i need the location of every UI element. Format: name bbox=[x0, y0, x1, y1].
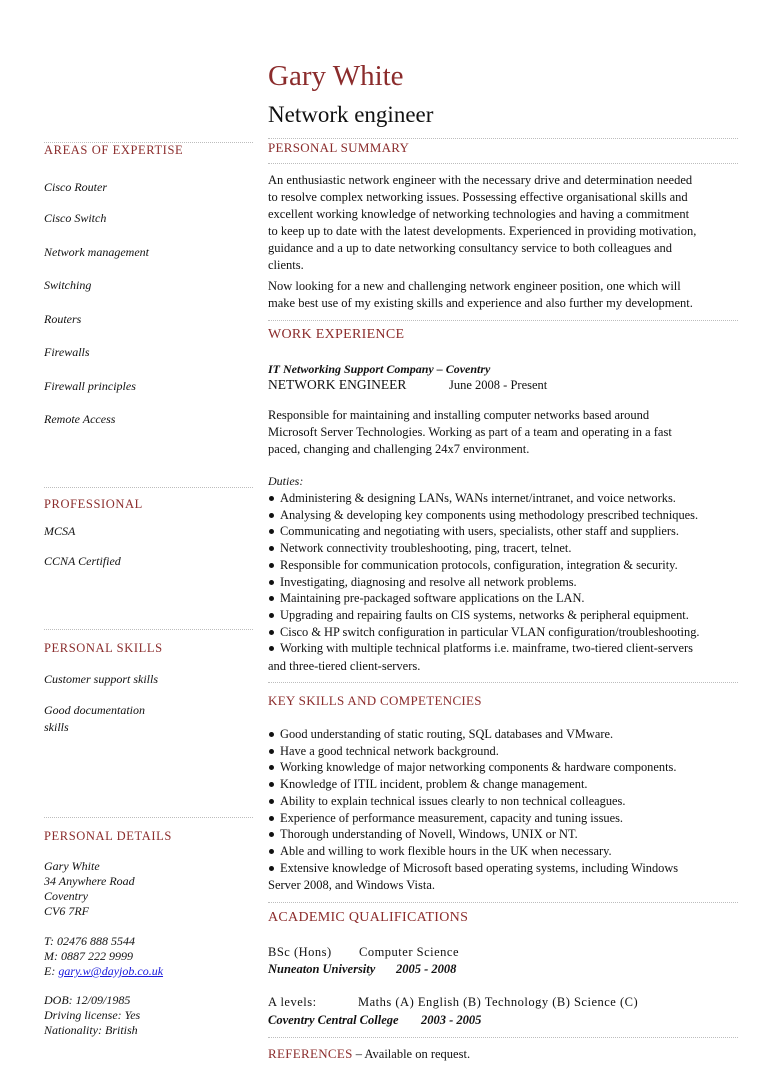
mobile: M: 0887 222 9999 bbox=[44, 949, 133, 963]
college-dates: 2003 - 2005 bbox=[421, 1013, 482, 1027]
list-item bbox=[268, 759, 738, 776]
list-item-text: Extensive knowledge of Microsoft based operating systems, including Windows bbox=[280, 860, 679, 875]
job-role-row bbox=[268, 376, 738, 393]
qualification-item: MCSA bbox=[44, 524, 76, 538]
list-item bbox=[268, 557, 738, 574]
text-line: make best use of my existing skills and experience and also further my development. bbox=[268, 296, 693, 310]
areas-heading: AREAS OF EXPERTISE bbox=[44, 143, 184, 157]
expertise-item: Remote Access bbox=[44, 412, 116, 426]
text-line: An enthusiastic network engineer with the necessary drive and determination needed bbox=[268, 173, 693, 187]
list-item bbox=[268, 590, 738, 607]
text-line: clients. bbox=[268, 258, 304, 272]
text-line: Microsoft Server Technologies. Working as part of a team and operating in a fast bbox=[268, 425, 672, 439]
bullet-icon bbox=[269, 630, 274, 635]
list-item-text: Investigating, diagnosing and resolve all network problems. bbox=[280, 574, 577, 589]
degree: BSc (Hons) bbox=[268, 945, 332, 959]
telephone: T: 02476 888 5544 bbox=[44, 934, 136, 948]
skills-continuation: Server 2008, and Windows Vista. bbox=[268, 878, 436, 892]
list-item-text: Working with multiple technical platforms i.e. mainframe, two-tiered client-servers bbox=[280, 641, 693, 656]
qualification-item: CCNA Certified bbox=[44, 554, 121, 568]
expertise-item: Switching bbox=[44, 278, 92, 292]
job-dates: June 2008 - Present bbox=[449, 378, 548, 392]
list-item bbox=[268, 624, 738, 641]
list-item-text: Ability to explain technical issues clearly to non technical colleagues. bbox=[280, 793, 626, 808]
bullet-icon bbox=[269, 546, 274, 551]
list-item bbox=[268, 607, 738, 624]
divider bbox=[44, 487, 253, 488]
skills-heading: PERSONAL SKILLS bbox=[44, 641, 163, 655]
list-item bbox=[268, 826, 738, 843]
list-item-text: Maintaining pre-packaged software applications on the LAN. bbox=[280, 591, 585, 606]
expertise-item: Firewalls bbox=[44, 345, 90, 359]
bullet-icon bbox=[269, 596, 274, 601]
list-item-text: Upgrading and repairing faults on CIS systems, networks & peripheral equipment. bbox=[280, 607, 689, 622]
address-line: Coventry bbox=[44, 889, 88, 903]
professional-heading: PROFESSIONAL bbox=[44, 497, 143, 511]
list-item-text: Have a good technical network background. bbox=[280, 743, 499, 758]
list-item-text: Good understanding of static routing, SQL databases and VMware. bbox=[280, 727, 614, 741]
list-item-text: Knowledge of ITIL incident, problem & change management. bbox=[280, 777, 588, 792]
list-item bbox=[268, 743, 738, 760]
expertise-item: Firewall principles bbox=[44, 379, 136, 393]
divider bbox=[44, 629, 253, 630]
references-heading: REFERENCES bbox=[268, 1046, 353, 1061]
email-row bbox=[44, 964, 254, 979]
job-role: NETWORK ENGINEER bbox=[268, 377, 407, 392]
expertise-item: Routers bbox=[44, 312, 82, 326]
bullet-icon bbox=[269, 732, 274, 737]
expertise-item: Cisco Switch bbox=[44, 211, 107, 225]
list-item bbox=[268, 793, 738, 810]
bullet-icon bbox=[269, 765, 274, 770]
skill-item: skills bbox=[44, 720, 69, 734]
duties-list bbox=[268, 490, 738, 657]
college: Coventry Central College bbox=[268, 1013, 399, 1027]
alevels-label: A levels: bbox=[268, 995, 317, 1009]
bullet-icon bbox=[269, 563, 274, 568]
list-item-text: Network connectivity troubleshooting, ping, tracert, telnet. bbox=[280, 541, 572, 556]
bullet-icon bbox=[269, 799, 274, 804]
list-item-text: Able and willing to work flexible hours in the UK when necessary. bbox=[280, 843, 612, 858]
alevels-row bbox=[268, 994, 738, 1011]
divider bbox=[268, 1037, 738, 1038]
bullet-icon bbox=[269, 613, 274, 618]
university-dates: 2005 - 2008 bbox=[396, 962, 457, 976]
divider bbox=[268, 902, 738, 903]
address-line: CV6 7RF bbox=[44, 904, 89, 918]
list-item-text: Thorough understanding of Novell, Windows, UNIX or NT. bbox=[280, 827, 578, 842]
date-of-birth: DOB: 12/09/1985 bbox=[44, 993, 131, 1007]
list-item bbox=[268, 490, 738, 507]
key-skills-list bbox=[268, 726, 738, 876]
work-heading: WORK EXPERIENCE bbox=[268, 327, 405, 342]
divider bbox=[44, 817, 253, 818]
degree-row bbox=[268, 944, 738, 961]
list-item-text: Responsible for communication protocols, configuration, integration & security. bbox=[280, 557, 678, 572]
nationality: Nationality: British bbox=[44, 1023, 138, 1037]
bullet-icon bbox=[269, 866, 274, 871]
alevels-grades: Maths (A) English (B) Technology (B) Science (C) bbox=[358, 995, 639, 1009]
summary-heading: PERSONAL SUMMARY bbox=[268, 140, 410, 155]
list-item-text: Working knowledge of major networking components & hardware components. bbox=[280, 760, 677, 775]
list-item bbox=[268, 523, 738, 540]
bullet-icon bbox=[269, 513, 274, 518]
text-line: paced, changing and challenging 24x7 environment. bbox=[268, 442, 530, 456]
driving-license: Driving license: Yes bbox=[44, 1008, 141, 1022]
list-item bbox=[268, 726, 738, 743]
expertise-item: Cisco Router bbox=[44, 180, 107, 194]
email-link[interactable]: gary.w@dayjob.co.uk bbox=[58, 964, 164, 978]
university-row bbox=[268, 961, 738, 978]
address-line: 34 Anywhere Road bbox=[44, 874, 135, 888]
list-item bbox=[268, 776, 738, 793]
divider bbox=[268, 682, 738, 683]
bullet-icon bbox=[269, 529, 274, 534]
list-item bbox=[268, 843, 738, 860]
employer: IT Networking Support Company – Coventry bbox=[268, 362, 491, 376]
list-item-text: Communicating and negotiating with users, specialists, other staff and suppliers. bbox=[280, 524, 679, 539]
text-line: excellent working knowledge of networking technologies and having a commitment bbox=[268, 207, 690, 221]
list-item-text: Administering & designing LANs, WANs internet/intranet, and voice networks. bbox=[280, 491, 676, 505]
details-heading: PERSONAL DETAILS bbox=[44, 829, 172, 843]
job-title: Network engineer bbox=[268, 102, 434, 127]
bullet-icon bbox=[269, 580, 274, 585]
academic-heading: ACADEMIC QUALIFICATIONS bbox=[268, 910, 469, 925]
list-item bbox=[268, 574, 738, 591]
text-line: to resolve complex networking issues. Possessing effective organisational skills and bbox=[268, 190, 688, 204]
job-description bbox=[268, 407, 738, 458]
text-line: to keep up to date with the latest developments. Experienced in providing motivation, bbox=[268, 224, 697, 238]
summary-paragraph bbox=[268, 172, 738, 274]
list-item bbox=[268, 507, 738, 524]
university: Nuneaton University bbox=[268, 962, 376, 976]
address-line: Gary White bbox=[44, 859, 100, 873]
degree-subject: Computer Science bbox=[359, 945, 459, 959]
email-label: E: bbox=[44, 964, 59, 978]
bullet-icon bbox=[269, 782, 274, 787]
skill-item: Customer support skills bbox=[44, 672, 159, 686]
duties-label: Duties: bbox=[268, 474, 304, 488]
text-line: guidance and a up to date networking consultancy service to both colleagues and bbox=[268, 241, 673, 255]
bullet-icon bbox=[269, 832, 274, 837]
college-row bbox=[268, 1012, 738, 1029]
bullet-icon bbox=[269, 646, 274, 651]
list-item-text: Experience of performance measurement, capacity and tuning issues. bbox=[280, 810, 624, 825]
divider bbox=[268, 163, 738, 164]
text-line: Responsible for maintaining and installing computer networks based around bbox=[268, 408, 650, 422]
references-row bbox=[268, 1045, 738, 1063]
list-item bbox=[268, 810, 738, 827]
key-skills-heading: KEY SKILLS AND COMPETENCIES bbox=[268, 693, 482, 708]
list-item bbox=[268, 860, 738, 877]
duties-continuation: and three-tiered client-servers. bbox=[268, 659, 421, 673]
expertise-item: Network management bbox=[44, 245, 149, 259]
bullet-icon bbox=[269, 496, 274, 501]
bullet-icon bbox=[269, 816, 274, 821]
skill-item: Good documentation bbox=[44, 703, 145, 717]
references-text: – Available on request. bbox=[352, 1047, 471, 1061]
candidate-name: Gary White bbox=[268, 60, 404, 92]
divider bbox=[268, 320, 738, 321]
text-line: Now looking for a new and challenging network engineer position, one which will bbox=[268, 279, 681, 293]
list-item-text: Analysing & developing key components using methodology prescribed techniques. bbox=[280, 507, 699, 522]
list-item bbox=[268, 540, 738, 557]
list-item bbox=[268, 640, 738, 657]
bullet-icon bbox=[269, 849, 274, 854]
list-item-text: Cisco & HP switch configuration in particular VLAN configuration/troubleshooting. bbox=[280, 624, 700, 639]
bullet-icon bbox=[269, 749, 274, 754]
summary-paragraph bbox=[268, 278, 738, 312]
